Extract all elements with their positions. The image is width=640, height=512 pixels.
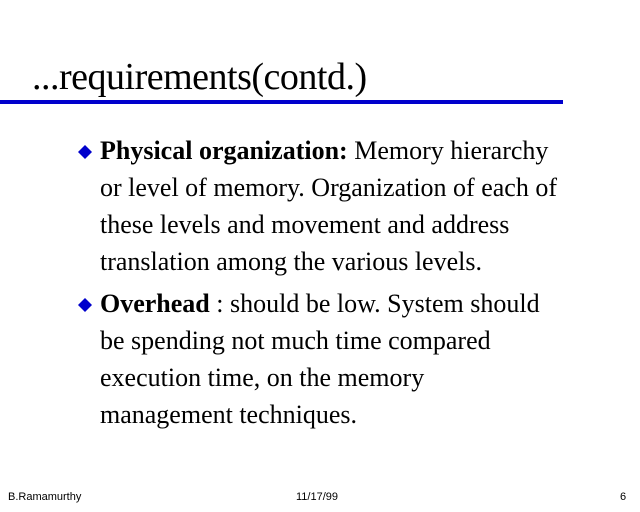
bullet-lead: Physical organization: (100, 136, 348, 165)
footer-author: B.Ramamurthy (8, 491, 82, 503)
bullet-line (100, 132, 628, 169)
bullet-text: Memory hierarchy (347, 136, 549, 165)
bullet-text: or level of memory. Organization of each of (100, 173, 557, 202)
footer-date: 11/17/99 (296, 491, 339, 503)
bullet-physical-organization (78, 132, 628, 280)
footer-page-number: 6 (620, 491, 627, 503)
bullet-text: these levels and movement and address (100, 210, 510, 239)
bullet-line (100, 285, 628, 322)
bullet-text: translation among the various levels. (100, 247, 482, 276)
bullet-text: : should be low. System should (209, 289, 540, 318)
diamond-icon (78, 298, 92, 312)
title-underline (0, 100, 563, 104)
bullet-list (78, 132, 628, 438)
bullet-text: management techniques. (100, 400, 358, 429)
bullet-overhead (78, 285, 628, 433)
diamond-icon (78, 145, 92, 159)
bullet-lead: Overhead (100, 289, 210, 318)
bullet-text: be spending not much time compared (100, 326, 491, 355)
bullet-text: execution time, on the memory (100, 363, 425, 392)
slide-title: ...requirements(contd.) (32, 56, 367, 98)
